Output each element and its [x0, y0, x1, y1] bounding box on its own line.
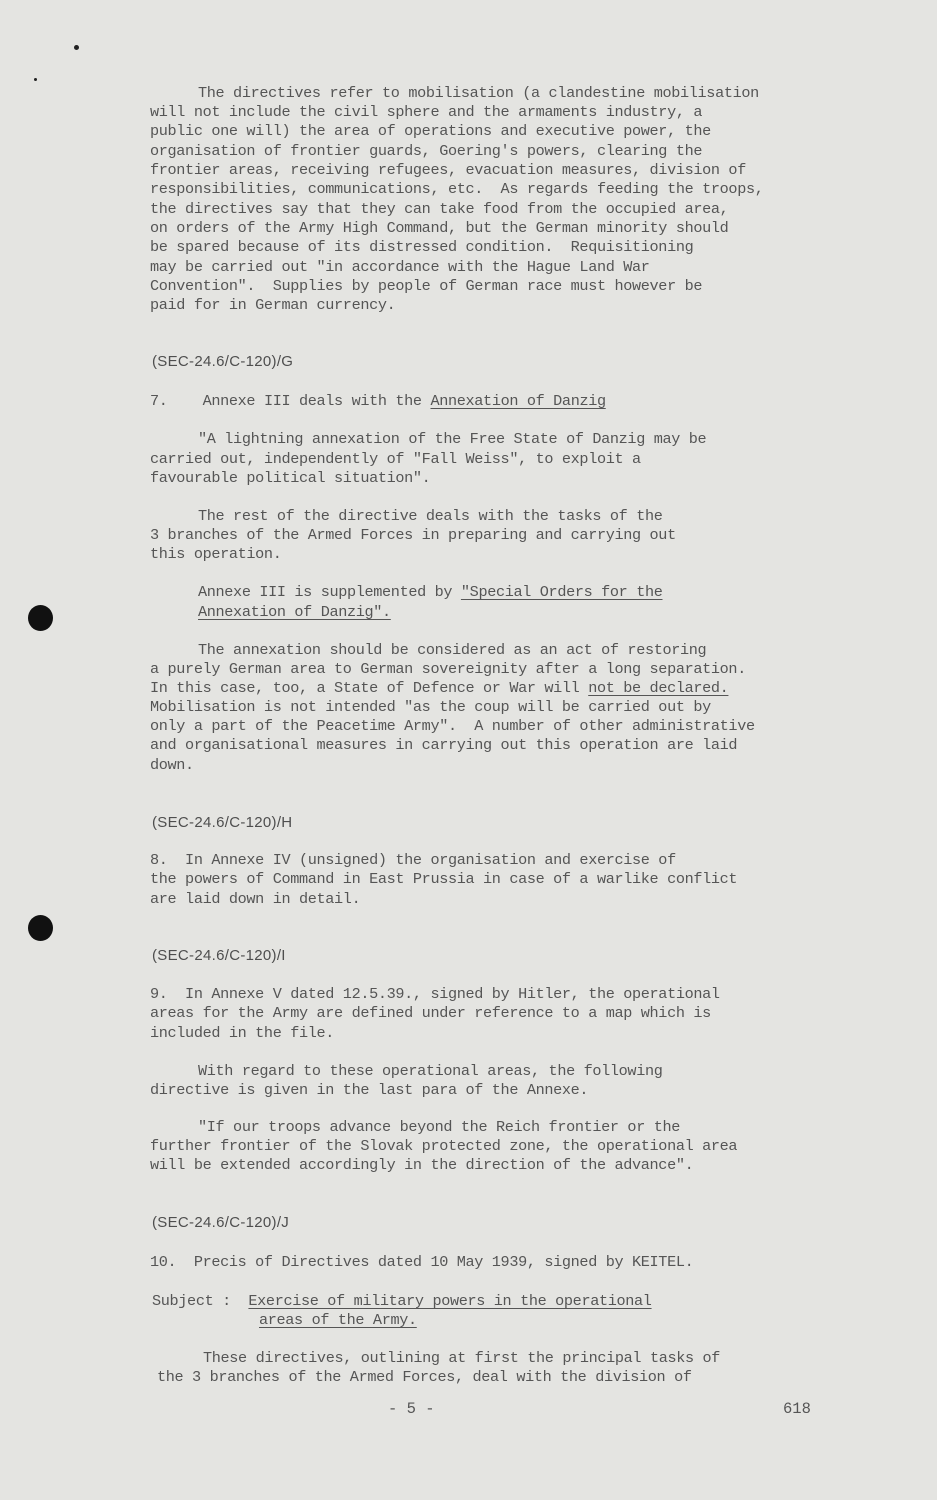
quote-line: will be extended accordingly in the direction of the advance".	[150, 1156, 694, 1174]
reference-h: (SEC-24.6/C-120)/H	[152, 814, 293, 831]
subject-title: areas of the Army.	[259, 1311, 417, 1329]
special-orders-title: Annexation of Danzig".	[198, 603, 391, 621]
reference-g: (SEC-24.6/C-120)/G	[152, 353, 294, 370]
text-line: With regard to these operational areas, the following	[198, 1062, 663, 1080]
text-line: 9. In Annexe V dated 12.5.39., signed by Hitler, the operational	[150, 985, 720, 1003]
text-line: paid for in German currency.	[150, 296, 396, 314]
subject-line	[152, 1292, 652, 1311]
text-line: public one will) the area of operations and executive power, the	[150, 122, 711, 140]
quote-line: "If our troops advance beyond the Reich frontier or the	[198, 1118, 681, 1136]
quote-line: "A lightning annexation of the Free State of Danzig may be	[198, 430, 707, 448]
text-line: may be carried out "in accordance with the Hague Land War	[150, 258, 650, 276]
text-line: responsibilities, communications, etc. As regards feeding the troops,	[150, 180, 764, 198]
quote-line: favourable political situation".	[150, 469, 431, 487]
emphasis-not-declared: not be declared.	[588, 679, 729, 697]
text-line: Convention". Supplies by people of German race must however be	[150, 277, 703, 295]
text-line: will not include the civil sphere and the armaments industry, a	[150, 103, 703, 121]
text-line: down.	[150, 756, 194, 774]
text-line: and organisational measures in carrying out this operation are laid	[150, 736, 738, 754]
subject-label: Subject :	[152, 1292, 249, 1310]
subject-title: Exercise of military powers in the operational	[248, 1292, 652, 1310]
text-line: a purely German area to German sovereignity after a long separation.	[150, 660, 746, 678]
reference-j: (SEC-24.6/C-120)/J	[152, 1214, 290, 1231]
text-line: These directives, outlining at first the principal tasks of	[203, 1349, 721, 1367]
folio-number: 618	[783, 1400, 811, 1418]
text-line: this operation.	[150, 545, 282, 563]
text-line: The rest of the directive deals with the tasks of the	[198, 507, 663, 525]
text-line: are laid down in detail.	[150, 890, 361, 908]
text-line: The directives refer to mobilisation (a clandestine mobilisation	[198, 84, 759, 102]
text-line	[150, 679, 728, 698]
text-line: The annexation should be considered as an act of restoring	[198, 641, 707, 659]
annexe-prefix: Annexe III is supplemented by	[198, 583, 461, 601]
text-line: organisation of frontier guards, Goering's powers, clearing the	[150, 142, 703, 160]
subject-line	[259, 1311, 417, 1330]
text-line	[198, 583, 663, 602]
text-line: be spared because of its distressed condition. Requisitioning	[150, 238, 694, 256]
text-line: areas for the Army are defined under reference to a map which is	[150, 1004, 711, 1022]
item-number: 7.	[150, 392, 168, 410]
special-orders-title: "Special Orders for the	[460, 583, 663, 601]
speck	[34, 78, 37, 81]
text-line: the 3 branches of the Armed Forces, deal with the division of	[157, 1368, 692, 1386]
text-line: the directives say that they can take food from the occupied area,	[150, 200, 729, 218]
item-7-heading	[150, 392, 606, 411]
page-number: - 5 -	[388, 1400, 435, 1418]
text-line: frontier areas, receiving refugees, evacuation measures, division of	[150, 161, 746, 179]
text-line: 8. In Annexe IV (unsigned) the organisation and exercise of	[150, 851, 676, 869]
speck	[74, 45, 79, 50]
punch-hole-bottom	[28, 915, 53, 941]
text-line: included in the file.	[150, 1024, 335, 1042]
text-line: on orders of the Army High Command, but the German minority should	[150, 219, 729, 237]
item-7-title: Annexation of Danzig	[430, 392, 606, 410]
text-line: Mobilisation is not intended "as the coup will be carried out by	[150, 698, 711, 716]
item-7-text: Annexe III deals with the	[202, 392, 431, 410]
quote-line: further frontier of the Slovak protected zone, the operational area	[150, 1137, 738, 1155]
text-line: 3 branches of the Armed Forces in preparing and carrying out	[150, 526, 676, 544]
quote-line: carried out, independently of "Fall Weiss", to exploit a	[150, 450, 641, 468]
text-fragment: In this case, too, a State of Defence or War will	[150, 679, 589, 697]
text-line: 10. Precis of Directives dated 10 May 1939, signed by KEITEL.	[150, 1253, 694, 1271]
text-line: the powers of Command in East Prussia in case of a warlike conflict	[150, 870, 738, 888]
text-line: only a part of the Peacetime Army". A number of other administrative	[150, 717, 755, 735]
reference-i: (SEC-24.6/C-120)/I	[152, 947, 286, 964]
text-line: directive is given in the last para of the Annexe.	[150, 1081, 589, 1099]
punch-hole-top	[28, 605, 53, 631]
text-line	[198, 603, 391, 622]
